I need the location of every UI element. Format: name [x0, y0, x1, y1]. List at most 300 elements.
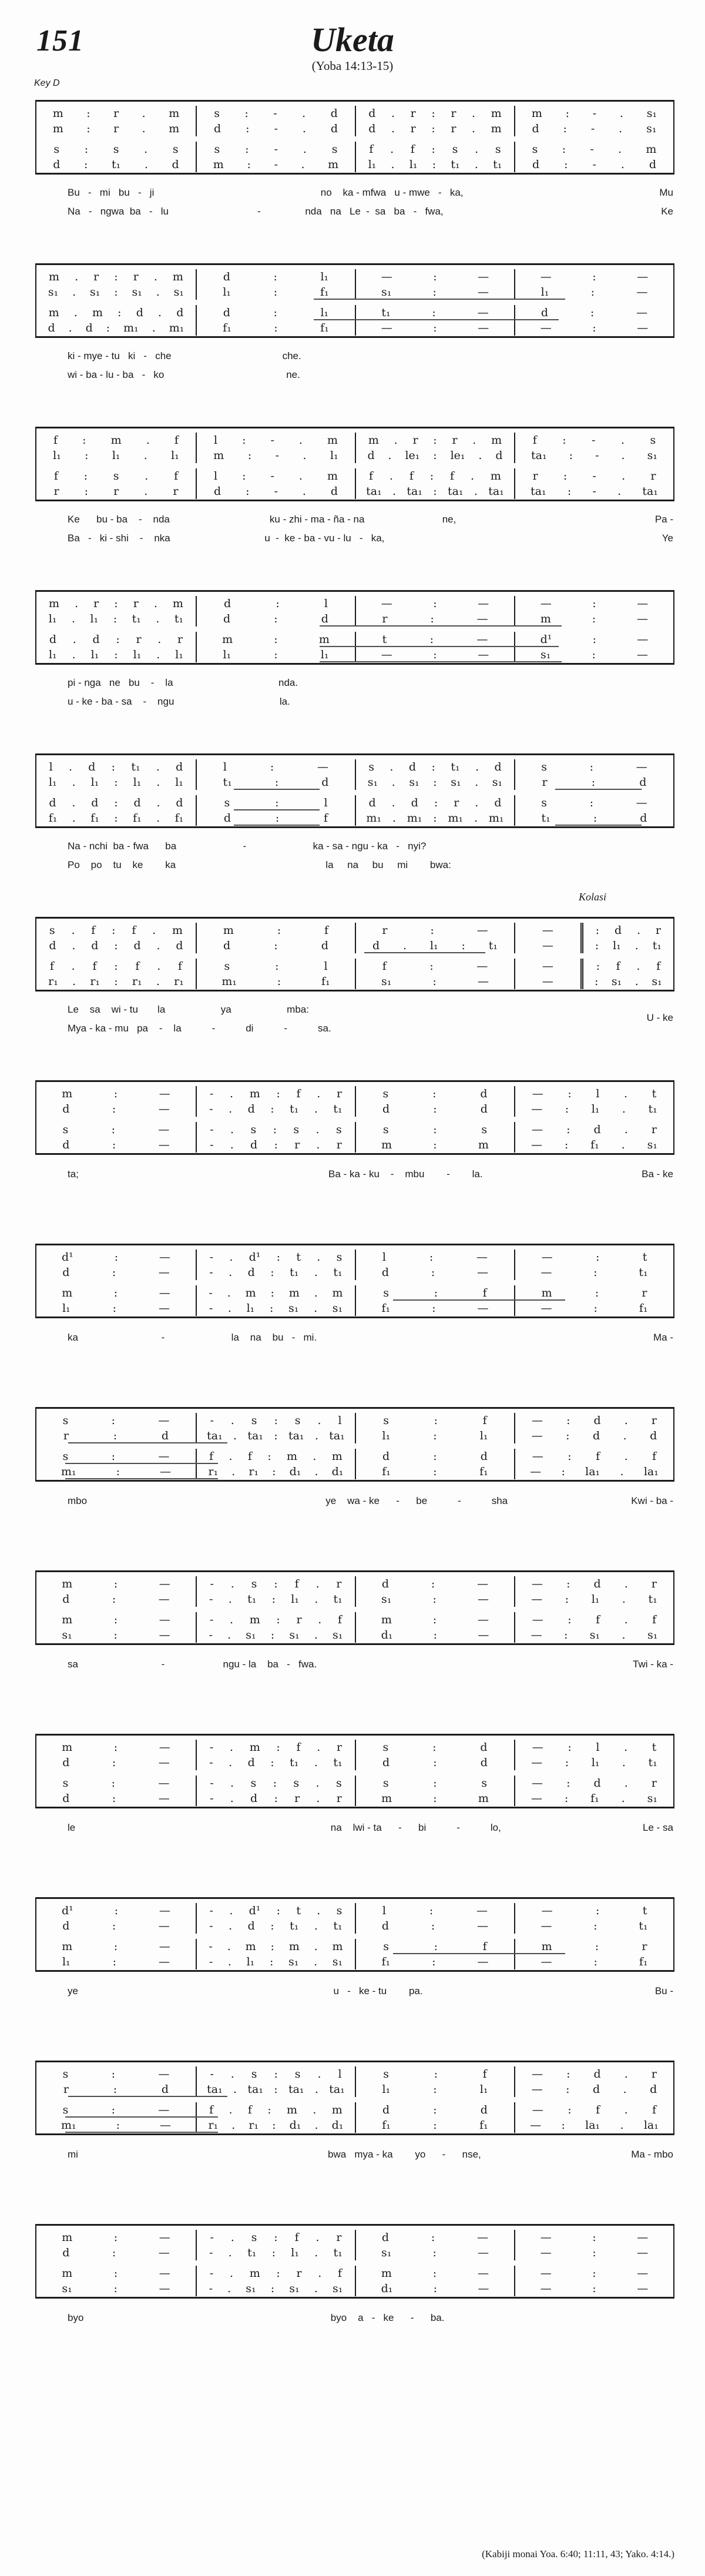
lyric-text-right: Bu -	[654, 1985, 673, 1997]
measure	[196, 974, 355, 989]
solfa-token: d	[49, 939, 56, 952]
solfa-token: —	[478, 648, 489, 661]
solfa-token: t	[296, 1904, 301, 1917]
solfa-token: t₁	[493, 158, 502, 171]
solfa-token: :	[112, 1792, 116, 1805]
voice-row-soprano	[36, 596, 673, 611]
solfa-token: :	[592, 2231, 596, 2244]
solfa-token: ta₁	[447, 485, 464, 498]
measure	[355, 1576, 514, 1592]
solfa-token: :	[267, 2103, 271, 2116]
solfa-token: :	[592, 2282, 596, 2295]
measure	[36, 1428, 196, 1443]
score-box	[35, 1244, 674, 1318]
solfa-token: :	[111, 1123, 116, 1136]
measure	[355, 1428, 514, 1443]
solfa-token: .	[142, 107, 146, 120]
solfa-token: —	[158, 2246, 170, 2259]
solfa-token: r	[451, 122, 456, 135]
voice-row-soprano	[36, 1250, 673, 1265]
solfa-token: s₁	[246, 1629, 256, 1642]
solfa-token: ta₁	[247, 1429, 263, 1442]
solfa-token: —	[477, 1955, 489, 1968]
lyric-text: Na - ngwa ba - lu - nda na Le - sa ba - fwa,	[68, 206, 444, 217]
solfa-token: f	[178, 960, 183, 973]
solfa-token: f	[294, 2231, 299, 2244]
solfa-token: r	[336, 1741, 343, 1754]
solfa-token: —	[532, 2103, 543, 2116]
solfa-token: —	[158, 1414, 170, 1427]
solfa-token: :	[116, 633, 120, 646]
solfa-token: :	[593, 1955, 597, 1968]
solfa-token: .	[152, 924, 156, 937]
voice-row-tenor	[36, 1776, 673, 1791]
solfa-token: :	[431, 1266, 435, 1279]
solfa-token: :	[270, 1266, 274, 1279]
solfa-token: -	[210, 1792, 214, 1805]
solfa-token: .	[230, 1138, 234, 1151]
measure	[514, 1918, 673, 1934]
solfa-token: :	[269, 1302, 274, 1315]
solfa-token: t₁	[648, 1593, 657, 1606]
solfa-token: s	[541, 761, 548, 773]
solfa-token: ta₁	[329, 1429, 345, 1442]
measure	[36, 2230, 196, 2245]
solfa-token: d	[91, 939, 99, 952]
solfa-token: f	[338, 1613, 343, 1626]
solfa-token: :	[272, 2119, 276, 2132]
measure	[355, 433, 514, 448]
solfa-token: :	[429, 1904, 434, 1917]
solfa-token: r₁	[249, 2119, 259, 2132]
solfa-token: -	[209, 1287, 213, 1299]
measure	[196, 1592, 355, 1607]
solfa-token: :	[274, 2083, 278, 2096]
solfa-token: t₁	[333, 1266, 343, 1279]
solfa-token: d	[640, 812, 647, 825]
lyric-text: mi bwa mya - ka yo - nse,	[68, 2149, 481, 2160]
solfa-token: d	[593, 1414, 601, 1427]
voice-row-tenor	[36, 2266, 673, 2281]
solfa-token: r	[412, 434, 418, 447]
solfa-token: :	[590, 286, 595, 299]
solfa-token: :	[274, 1792, 278, 1805]
solfa-token: .	[314, 1103, 318, 1116]
solfa-token: —	[158, 1266, 170, 1279]
measure	[196, 923, 355, 938]
solfa-token: —	[381, 648, 392, 661]
solfa-token: la₁	[643, 1465, 659, 1478]
solfa-token: .	[153, 270, 157, 283]
solfa-token: .	[621, 1138, 625, 1151]
solfa-token: :	[567, 485, 572, 498]
solfa-token: —	[542, 960, 553, 973]
measure	[36, 106, 196, 121]
solfa-token: :	[242, 434, 246, 447]
solfa-token: m	[288, 1287, 300, 1299]
solfa-token: -	[209, 1741, 214, 1754]
solfa-token: .	[314, 1429, 318, 1442]
measure	[514, 1939, 673, 1954]
solfa-token: m	[62, 2231, 73, 2244]
solfa-token: d	[92, 633, 100, 646]
lyric-text-right: Ba - ke	[642, 1168, 673, 1180]
solfa-token: .	[302, 485, 306, 498]
solfa-token: m	[249, 1087, 260, 1100]
measure	[196, 284, 355, 300]
solfa-token: l₁	[382, 1429, 391, 1442]
voice-row-tenor	[36, 1285, 673, 1301]
solfa-token: :	[111, 761, 116, 773]
solfa-token: .	[619, 122, 623, 135]
solfa-token: l₁	[53, 449, 61, 462]
solfa-token: .	[391, 776, 395, 789]
solfa-token: f	[296, 1087, 301, 1100]
measure	[36, 1464, 196, 1479]
solfa-token: s	[251, 2068, 257, 2081]
solfa-token: .	[314, 1955, 318, 1968]
solfa-token: :	[276, 1904, 281, 1917]
measure	[36, 433, 196, 448]
solfa-token: t	[652, 1741, 657, 1754]
voice-row-bass	[36, 2281, 673, 2296]
lyric-text-right: Pa -	[654, 514, 673, 525]
solfa-token: :	[593, 1302, 597, 1315]
solfa-token: :	[432, 1593, 437, 1606]
lyric-text-right: Ma - mbo	[631, 2149, 673, 2160]
solfa-token: —	[541, 1251, 553, 1264]
measure	[355, 106, 514, 121]
measure	[196, 1413, 355, 1428]
solfa-token: —	[532, 1577, 543, 1590]
solfa-token: t₁	[247, 2246, 257, 2259]
solfa-token: s₁	[647, 1138, 657, 1151]
solfa-token: :	[433, 1792, 437, 1805]
solfa-token: —	[532, 1087, 543, 1100]
solfa-token: .	[317, 1414, 321, 1427]
solfa-token: —	[477, 286, 489, 299]
solfa-token: :	[114, 597, 118, 610]
solfa-token: —	[159, 1087, 170, 1100]
solfa-token: .	[68, 761, 72, 773]
solfa-token: s₁	[90, 286, 100, 299]
measure	[196, 647, 355, 662]
solfa-token: :	[112, 1593, 116, 1606]
solfa-token: l	[214, 470, 218, 483]
solfa-token: :	[432, 2246, 437, 2259]
solfa-token: s₁	[62, 2282, 72, 2295]
solfa-token: t	[382, 633, 387, 646]
solfa-token: :	[568, 2103, 572, 2116]
solfa-token: l	[214, 434, 218, 447]
measure	[514, 1250, 673, 1265]
solfa-token: .	[475, 796, 479, 809]
solfa-token: —	[476, 1904, 488, 1917]
solfa-token: :	[563, 470, 568, 483]
solfa-token: f	[616, 960, 620, 973]
measure	[36, 974, 196, 989]
solfa-token: :	[114, 812, 118, 825]
solfa-token: r	[63, 1429, 69, 1442]
solfa-token: d	[480, 1756, 488, 1769]
solfa-token: s	[172, 143, 179, 156]
lyric-text-right: Ma -	[653, 1332, 673, 1343]
solfa-token: m	[540, 612, 551, 625]
solfa-token: d₁	[331, 1465, 344, 1478]
solfa-token: f	[482, 2068, 487, 2081]
solfa-token: m	[245, 1287, 256, 1299]
solfa-token: ta₁	[531, 485, 546, 498]
measure	[36, 2118, 196, 2133]
voice-row-bass	[36, 1301, 673, 1316]
solfa-token: r	[451, 107, 456, 120]
solfa-token: .	[315, 2231, 320, 2244]
solfa-token: .	[233, 1429, 237, 1442]
solfa-token: :	[593, 812, 597, 825]
solfa-token: :	[433, 434, 437, 447]
slur-line	[68, 2096, 227, 2097]
solfa-token: .	[71, 612, 75, 625]
solfa-token: ta₁	[207, 1429, 223, 1442]
solfa-token: m	[213, 158, 224, 171]
solfa-token: :	[84, 485, 89, 498]
measure	[514, 1428, 673, 1443]
system-5	[35, 753, 674, 870]
solfa-token: -	[209, 1087, 214, 1100]
measure	[355, 775, 514, 790]
voice-row-tenor	[36, 1612, 673, 1627]
solfa-token: :	[592, 2246, 596, 2259]
voice-row-soprano	[36, 2230, 673, 2245]
measure	[355, 1301, 514, 1316]
solfa-token: .	[142, 122, 146, 135]
measure	[36, 810, 196, 826]
measure	[355, 1592, 514, 1607]
measure	[196, 596, 355, 611]
solfa-token: f	[209, 2103, 214, 2116]
solfa-token: .	[145, 470, 149, 483]
solfa-token: —	[478, 2282, 489, 2295]
measure	[196, 2118, 355, 2133]
solfa-token: -	[210, 1123, 214, 1136]
measure	[514, 2245, 673, 2260]
solfa-token: :	[84, 143, 89, 156]
solfa-token: :	[113, 1629, 118, 1642]
measure	[36, 611, 196, 627]
solfa-token: —	[478, 1613, 489, 1626]
solfa-token: d	[176, 796, 183, 809]
solfa-token: f₁	[223, 321, 231, 334]
voice-row-alto	[36, 121, 673, 136]
solfa-token: t	[296, 1251, 301, 1264]
solfa-token: f	[410, 143, 415, 156]
solfa-token: l₁	[382, 2083, 391, 2096]
solfa-token: m	[249, 1741, 260, 1754]
solfa-token: :	[112, 1756, 116, 1769]
solfa-token: .	[622, 1629, 626, 1642]
solfa-token: r₁	[208, 2119, 219, 2132]
solfa-token: m₁	[221, 975, 237, 988]
solfa-token: f	[247, 1450, 252, 1463]
solfa-token: f	[369, 143, 374, 156]
solfa-token: :	[592, 648, 596, 661]
solfa-token: —	[531, 1593, 543, 1606]
measure	[514, 1755, 673, 1770]
solfa-token: s	[113, 143, 119, 156]
slur-line	[234, 789, 320, 790]
solfa-token: .	[318, 2267, 322, 2280]
lyric-text: mbo ye wa - ke - be - sha	[68, 1495, 508, 1506]
solfa-token: .	[72, 975, 76, 988]
solfa-token: f₁	[321, 975, 330, 988]
solfa-token: d	[650, 1429, 657, 1442]
solfa-token: .	[315, 1777, 320, 1790]
solfa-token: .	[470, 470, 475, 483]
measure	[36, 1791, 196, 1806]
solfa-token: m	[327, 434, 338, 447]
solfa-token: r₁	[132, 975, 142, 988]
measure	[355, 1627, 514, 1643]
solfa-token: r	[296, 2267, 302, 2280]
solfa-token: f	[652, 2103, 657, 2116]
solfa-token: m	[249, 2267, 260, 2280]
measure	[355, 1939, 514, 1954]
slur-line	[234, 825, 320, 826]
solfa-token: l₁	[48, 776, 57, 789]
solfa-token: :	[247, 158, 251, 171]
solfa-token: :	[433, 2119, 437, 2132]
voice-row-alto	[36, 611, 673, 627]
solfa-token: :	[430, 924, 434, 937]
solfa-token: :	[589, 796, 594, 809]
voice-row-bass	[36, 157, 673, 172]
solfa-token: d	[368, 107, 376, 120]
measure	[355, 1137, 514, 1153]
solfa-token: s₁	[332, 1629, 343, 1642]
solfa-token: r	[53, 485, 59, 498]
solfa-token: m	[223, 924, 234, 937]
solfa-token: s	[481, 1777, 488, 1790]
measure	[514, 157, 673, 172]
solfa-token: d	[62, 1593, 70, 1606]
solfa-token: l₁	[112, 449, 120, 462]
solfa-token: :	[596, 960, 600, 973]
solfa-token: .	[156, 286, 160, 299]
voice-row-tenor	[36, 2102, 673, 2118]
solfa-token: .	[302, 107, 306, 120]
solfa-token: r₁	[174, 975, 184, 988]
lyric-line	[68, 1985, 673, 1997]
solfa-token: —	[476, 1251, 488, 1264]
solfa-token: :	[561, 1465, 565, 1478]
solfa-token: :	[113, 1577, 118, 1590]
measure	[514, 759, 673, 775]
measure	[36, 795, 196, 810]
solfa-token: —	[532, 1450, 543, 1463]
solfa-token: .	[153, 597, 157, 610]
solfa-token: r	[177, 633, 183, 646]
measure	[514, 2281, 673, 2296]
solfa-token: t₁	[639, 1266, 648, 1279]
solfa-token: :	[595, 939, 599, 952]
solfa-token: —	[158, 1777, 170, 1790]
solfa-token: t₁	[112, 158, 121, 171]
solfa-token: —	[158, 1593, 170, 1606]
score-box	[35, 100, 674, 175]
solfa-token: .	[620, 434, 625, 447]
measure	[36, 284, 196, 300]
measure	[196, 2281, 355, 2296]
measure	[36, 2082, 196, 2097]
solfa-token: d	[161, 1429, 169, 1442]
lyric-line	[68, 532, 673, 544]
solfa-token: s	[331, 143, 338, 156]
solfa-token: d¹	[61, 1251, 73, 1264]
solfa-token: d	[62, 1266, 70, 1279]
measure	[196, 1449, 355, 1464]
score-box	[35, 2061, 674, 2135]
hymn-number: 151	[36, 24, 84, 58]
solfa-token: :	[593, 1920, 597, 1932]
hymn-title: Uketa	[311, 21, 394, 59]
voice-row-tenor	[36, 142, 673, 157]
voice-row-tenor	[36, 1449, 673, 1464]
solfa-token: l₁	[90, 612, 99, 625]
solfa-token: l₁	[368, 158, 377, 171]
solfa-token: s	[224, 960, 230, 973]
slur-line	[555, 825, 641, 826]
system-12	[35, 1897, 674, 1997]
solfa-token: .	[144, 158, 148, 171]
solfa-token: .	[390, 761, 394, 773]
solfa-token: :	[84, 158, 88, 171]
solfa-token: -	[209, 1266, 213, 1279]
score-box	[35, 753, 674, 828]
measure	[36, 647, 196, 662]
lyric-text: Na - nchi ba - fwa ba - ka - sa - ngu - ka - nyi?	[68, 840, 427, 852]
solfa-token: d	[593, 1123, 601, 1136]
solfa-token: s₁	[451, 776, 461, 789]
measure	[36, 157, 196, 172]
voice-row-tenor	[36, 305, 673, 320]
lyric-text: Le sa wi - tu la ya mba:	[68, 1004, 309, 1015]
solfa-token: d	[62, 1756, 70, 1769]
solfa-token: —	[541, 1904, 553, 1917]
solfa-token: m₁	[61, 2119, 76, 2132]
measure	[514, 959, 580, 974]
solfa-token: :	[429, 633, 434, 646]
solfa-token: :	[592, 597, 596, 610]
solfa-token: .	[391, 122, 395, 135]
voice-row-tenor	[36, 632, 673, 647]
solfa-token: .	[229, 2267, 233, 2280]
solfa-token: —	[636, 796, 647, 809]
solfa-token: :	[276, 1741, 280, 1754]
lyric-line	[68, 1023, 673, 1034]
solfa-token: -	[210, 2231, 214, 2244]
solfa-token: t	[642, 1251, 647, 1264]
solfa-token: -	[210, 1577, 214, 1590]
solfa-token: f₁	[590, 1792, 599, 1805]
solfa-token: t₁	[131, 761, 140, 773]
solfa-token: m	[646, 143, 657, 156]
solfa-token: l₁	[48, 612, 57, 625]
solfa-token: .	[156, 648, 160, 661]
solfa-token: -	[270, 434, 274, 447]
solfa-token: :	[566, 2083, 570, 2096]
solfa-token: r	[113, 485, 119, 498]
solfa-token: s	[336, 1904, 343, 1917]
